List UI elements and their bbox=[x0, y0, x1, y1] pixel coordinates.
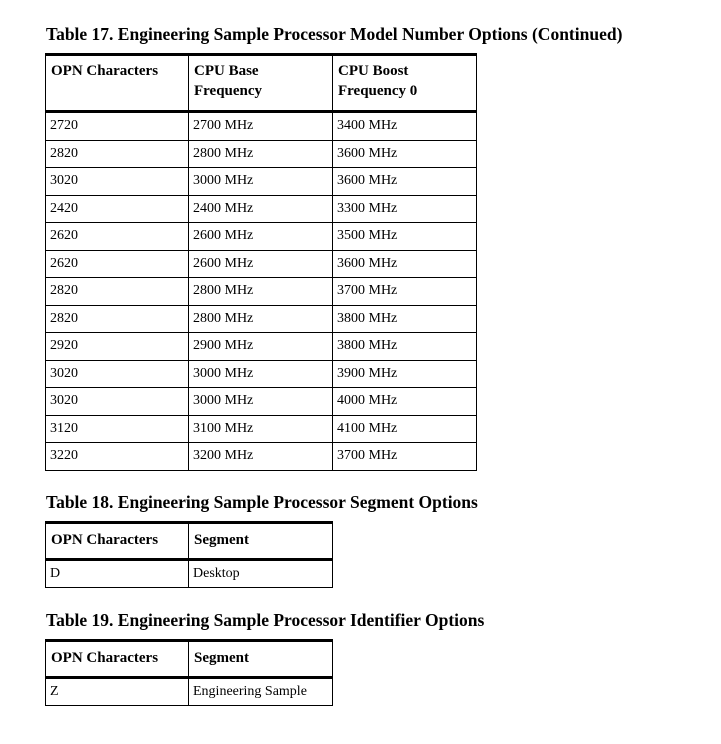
cpu-base-frequency-cell: 3000 MHz bbox=[189, 388, 333, 416]
opn-characters-cell: 3020 bbox=[46, 168, 189, 196]
opn-characters-cell: 3120 bbox=[46, 415, 189, 443]
opn-characters-cell: 2820 bbox=[46, 305, 189, 333]
column-header-cpu-base-frequency: CPU Base Frequency bbox=[189, 55, 333, 112]
table-row bbox=[46, 678, 333, 706]
opn-characters-cell: D bbox=[46, 560, 189, 588]
cpu-boost-frequency-cell: 3800 MHz bbox=[333, 305, 477, 333]
opn-characters-cell: 3020 bbox=[46, 388, 189, 416]
column-header-segment: Segment bbox=[189, 641, 333, 678]
table-header-row bbox=[46, 523, 333, 560]
table-row bbox=[46, 140, 477, 168]
table-row bbox=[46, 333, 477, 361]
opn-characters-cell: 2920 bbox=[46, 333, 189, 361]
column-header-cpu-boost-frequency: CPU Boost Frequency 0 bbox=[333, 55, 477, 112]
table-18-caption: Table 18. Engineering Sample Processor Segment Options bbox=[46, 492, 478, 512]
cpu-boost-frequency-cell: 3700 MHz bbox=[333, 443, 477, 471]
opn-characters-cell: 2720 bbox=[46, 112, 189, 141]
cpu-base-frequency-cell: 3200 MHz bbox=[189, 443, 333, 471]
cpu-base-frequency-cell: 3000 MHz bbox=[189, 360, 333, 388]
table-row bbox=[46, 250, 477, 278]
cpu-base-frequency-cell: 2600 MHz bbox=[189, 250, 333, 278]
cpu-base-frequency-cell: 2800 MHz bbox=[189, 305, 333, 333]
opn-characters-cell: 3220 bbox=[46, 443, 189, 471]
cpu-base-frequency-cell: 2400 MHz bbox=[189, 195, 333, 223]
table-17 bbox=[45, 53, 477, 471]
cpu-boost-frequency-cell: 3800 MHz bbox=[333, 333, 477, 361]
table-row bbox=[46, 168, 477, 196]
column-header-segment: Segment bbox=[189, 523, 333, 560]
table-19-body bbox=[46, 678, 333, 706]
cpu-boost-frequency-cell: 3600 MHz bbox=[333, 140, 477, 168]
opn-characters-cell: 3020 bbox=[46, 360, 189, 388]
cpu-boost-frequency-cell: 4000 MHz bbox=[333, 388, 477, 416]
table-header-row bbox=[46, 641, 333, 678]
opn-characters-cell: 2820 bbox=[46, 140, 189, 168]
cpu-base-frequency-cell: 3100 MHz bbox=[189, 415, 333, 443]
table-row bbox=[46, 443, 477, 471]
table-row bbox=[46, 223, 477, 251]
segment-cell: Engineering Sample bbox=[189, 678, 333, 706]
cpu-base-frequency-cell: 2800 MHz bbox=[189, 140, 333, 168]
cpu-boost-frequency-cell: 3600 MHz bbox=[333, 168, 477, 196]
cpu-base-frequency-cell: 2900 MHz bbox=[189, 333, 333, 361]
opn-characters-cell: 2620 bbox=[46, 250, 189, 278]
table-row bbox=[46, 278, 477, 306]
table-row bbox=[46, 388, 477, 416]
cpu-boost-frequency-cell: 4100 MHz bbox=[333, 415, 477, 443]
table-18 bbox=[45, 521, 333, 588]
table-row bbox=[46, 195, 477, 223]
segment-cell: Desktop bbox=[189, 560, 333, 588]
table-17-caption: Table 17. Engineering Sample Processor Model Number Options (Continued) bbox=[46, 24, 623, 44]
table-19 bbox=[45, 639, 333, 706]
table-row bbox=[46, 305, 477, 333]
opn-characters-cell: 2420 bbox=[46, 195, 189, 223]
cpu-base-frequency-cell: 2700 MHz bbox=[189, 112, 333, 141]
column-header-opn-characters: OPN Characters bbox=[46, 523, 189, 560]
cpu-boost-frequency-cell: 3400 MHz bbox=[333, 112, 477, 141]
table-18-body bbox=[46, 560, 333, 588]
column-header-opn-characters: OPN Characters bbox=[46, 641, 189, 678]
cpu-base-frequency-cell: 3000 MHz bbox=[189, 168, 333, 196]
cpu-boost-frequency-cell: 3600 MHz bbox=[333, 250, 477, 278]
opn-characters-cell: 2820 bbox=[46, 278, 189, 306]
table-19-caption: Table 19. Engineering Sample Processor Identifier Options bbox=[46, 610, 485, 630]
opn-characters-cell: 2620 bbox=[46, 223, 189, 251]
cpu-boost-frequency-cell: 3900 MHz bbox=[333, 360, 477, 388]
cpu-boost-frequency-cell: 3500 MHz bbox=[333, 223, 477, 251]
opn-characters-cell: Z bbox=[46, 678, 189, 706]
table-row bbox=[46, 112, 477, 141]
table-17-body bbox=[46, 112, 477, 471]
table-header-row bbox=[46, 55, 477, 112]
table-row bbox=[46, 415, 477, 443]
cpu-boost-frequency-cell: 3700 MHz bbox=[333, 278, 477, 306]
cpu-base-frequency-cell: 2600 MHz bbox=[189, 223, 333, 251]
cpu-base-frequency-cell: 2800 MHz bbox=[189, 278, 333, 306]
cpu-boost-frequency-cell: 3300 MHz bbox=[333, 195, 477, 223]
table-row bbox=[46, 560, 333, 588]
table-row bbox=[46, 360, 477, 388]
column-header-opn-characters: OPN Characters bbox=[46, 55, 189, 112]
